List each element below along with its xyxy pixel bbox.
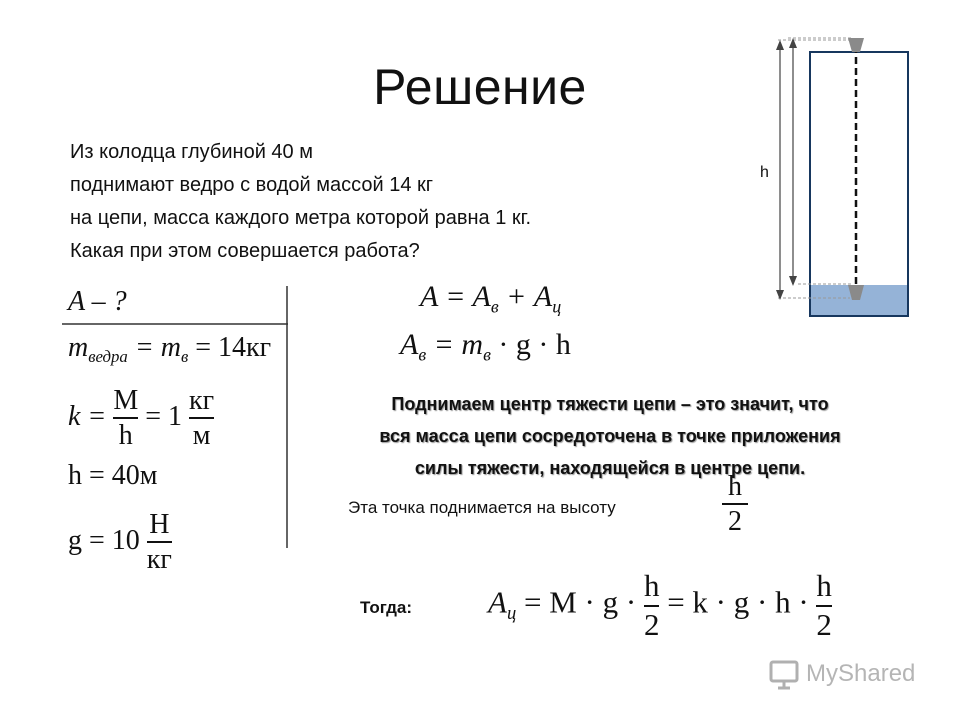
problem-line: Из колодца глубиной 40 м [70,141,313,163]
formula-sub: ц [506,603,517,625]
denominator: м [192,420,211,452]
mass-symbol: m [68,332,89,363]
then-label: Тогда: [360,598,413,617]
k-mid: = 1 [145,400,183,432]
bucket-top-icon [848,38,864,52]
fraction-N-kg [147,510,172,575]
note-line: вся масса цепи сосредоточена в точке приложения [379,426,841,446]
denominator: 2 [728,506,742,538]
watermark [768,658,915,690]
formula-part: = m [426,328,484,361]
denominator: кг [146,544,172,576]
fraction-kg-m [189,386,214,451]
denominator: 2 [816,606,832,642]
formula-sub: ц [552,296,562,317]
numerator: Н [149,509,170,540]
numerator: h [728,471,742,502]
numerator: h [816,568,832,603]
explanation-note [330,388,890,484]
formula-part: A = A [420,280,491,313]
numerator: кг [189,385,215,416]
fraction-h-2 [816,570,832,641]
mass-sub2: в [180,346,189,366]
given-unknown: A – ? [68,286,127,317]
numerator: h [643,568,660,603]
problem-line: поднимают ведро с водой массой 14 кг [70,174,434,196]
k-lhs: k = [68,400,107,432]
formula-sub: в [418,344,427,365]
given-g [68,510,172,575]
fraction-h-2 [644,570,660,641]
formula-total-work [420,280,561,317]
formula-part: A [400,328,419,361]
formula-bucket-work [400,328,571,365]
note-line: Поднимаем центр тяжести цепи – это значит, что [391,394,829,414]
height-label: h [760,164,769,181]
problem-line: Какая при этом совершается работа? [70,240,420,262]
given-mass-bucket [68,332,271,367]
mass-value: = 14кг [188,332,272,363]
denominator: h [118,420,133,452]
height-fraction [722,472,748,537]
formula-part: = M · g · [516,584,637,620]
well-outline [810,52,908,316]
height-text: Эта точка поднимается на высоту [348,498,616,517]
denominator: 2 [643,606,660,642]
final-formula [488,570,832,641]
formula-part: A [488,584,507,620]
well-diagram [760,30,920,330]
formula-sub: в [483,344,491,365]
formula-part: + A [498,280,553,313]
formula-part: · g · h [490,328,571,361]
presentation-icon [768,658,802,690]
numerator: M [113,385,139,416]
given-k [68,386,214,451]
watermark-text: MyShared [806,660,916,687]
formula-part: = k · g · h · [667,584,809,620]
given-h: h = 40м [68,460,158,491]
fraction-M-h [113,386,138,451]
note-line: силы тяжести, находящейся в центре цепи. [414,458,806,478]
mass-eq: = m [127,332,181,363]
g-lhs: g = 10 [68,524,140,556]
mass-sub: ведра [88,346,128,366]
slide-title: Решение [373,59,587,115]
problem-line: на цепи, масса каждого метра которой равна 1 кг. [70,207,532,229]
formula-sub: в [490,296,499,317]
